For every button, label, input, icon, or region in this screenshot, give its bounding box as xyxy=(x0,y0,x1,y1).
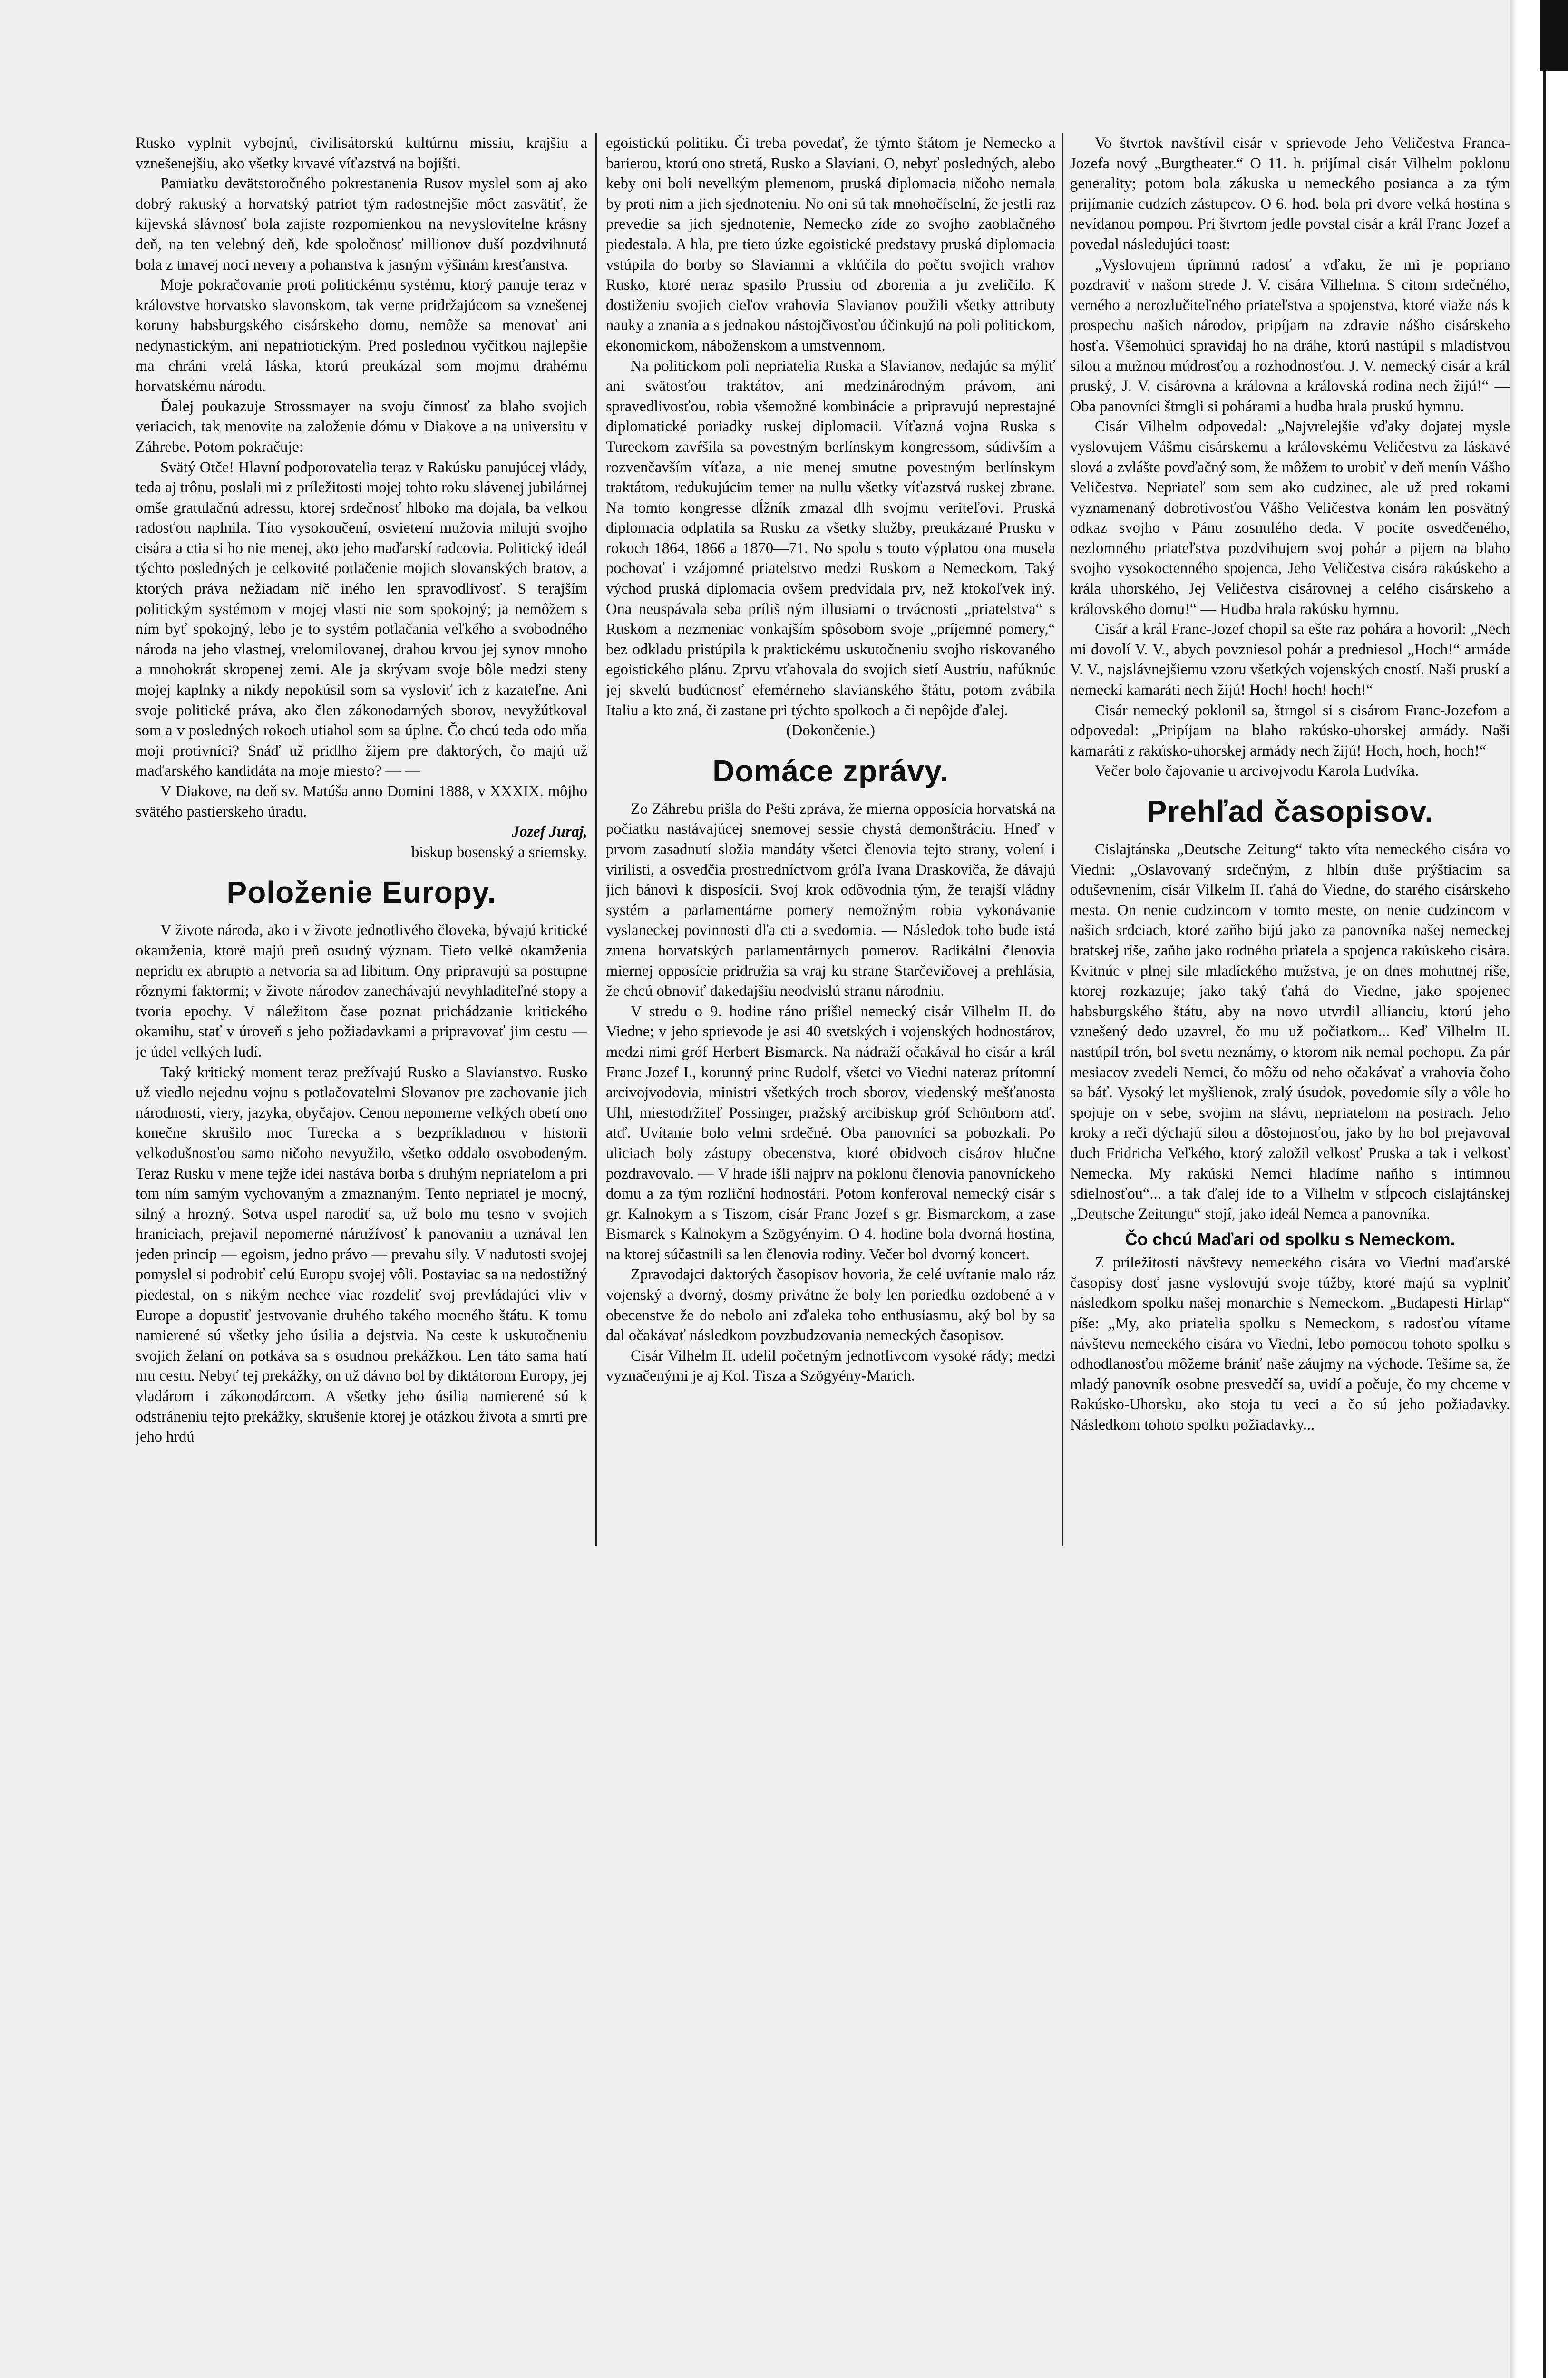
heading-polozenie-europy: Položenie Europy. xyxy=(226,875,497,910)
paragraph: Z príležitosti návštevy nemeckého cisára vo Viedni maďarské časopisy dosť jasne vyslovujú svoje túžby, ktoré majú sa vyplniť následkom spolku našej monarchie s Nemeckom. „Budapesti Hirlap“ píše: „My, ako priatelia spolku s Nemeckom, s radosťou vítame návštevu nemeckého cisára vo Viedni, lebo pomocou tohoto spolku s odhodlanosťou môžeme brániť naše záujmy na východe. Tešíme sa, že mladý panovník osobne presvedčí sa, uvidí a počuje, čo my chceme v Rakúsko-Uhorsku, ako stoja tu veci a čo sú jeho požiadavky. Následkom tohoto spolku požiadavky... xyxy=(1070,1254,1510,1434)
paragraph: Taký kritický moment teraz prežívajú Rusko a Slavianstvo. Rusko už viedlo nejednu vojnu s potlačovatelmi Slovanov pre zachovanie jich národnosti, viery, jazyka, obyčajov. Cenou nepomerne velkých obetí ono konečne skrušilo moc Turecka a s bezpríkladnou v historii velkodušnosťou samo ničoho nevyužilo, všetko oddalo osvobodeným. Teraz Rusku v mene tejže idei nastáva borba s druhým nepriatelom a pri tom ním samým vychovaným a zmaznaným. Tento nepriatel je mocný, silný a hrozný. Sotva uspel narodiť sa, už bolo mu tesno v svojich hraniciach, prejavil nepomerné náružívosť k panovaniu a uznával len jeden princip — egoism, jedno právo — prevahu sily. V nadutosti svojej pomyslel si podrobiť celú Europu svojej vôli. Postaviac sa na nedostižný piedestal, on s nikým nechce viac rozdeliť svoj prevládajúci vliv v Europe a dopustiť jestvovanie druhého takého mocného štátu. K tomu namierené sú všetky jeho úsilia a dejstvia. Na ceste k uskutočneniu svojich želaní on potkáva sa s osudnou prekážkou. Len táto sama hatí mu cestu. Nebyť tej prekážky, on už dávno bol by diktátorom Europy, jej vladárom i zákonodárcom. A všetky jeho úsilia namierené sú k odstráneniu tejto prekážky, skrušenie ktorej je otázkou života a smrti pre jeho hrdú xyxy=(136,1063,587,1446)
heading-prehlad-casopisov: Prehľad časopisov. xyxy=(1146,794,1434,828)
signature-title: biskup bosenský a sriemsky. xyxy=(411,843,587,861)
paragraph: egoistickú politiku. Či treba povedať, že týmto štátom je Nemecko a barierou, ktorú ono stretá, Rusko a Slaviani. O, nebyť posledných, alebo keby oni boli nevelkým plemenom, pruská diplomacia ničoho nemala by proti nim a jich sjednoteniu. No oni sú tak mnohočíselní, že jestli raz prevedie sa jich sjednotenie, Nemecko zíde zo svojho zaoblačného piedestala. A hla, pre tieto úzke egoistické predstavy pruská diplomacia vstúpila do borby so Slavianmi a vklúčila do počtu svojich vrahov Rusko, ktoré neraz spasilo Prussiu od zborenia a ju zveličilo. K dostiženiu svojich cieľov vrahovia Slavianov použili všetky attributy nauky a znania a s jednakou nástojčivosťou účinkujú na poli politickom, ekonomickom, náboženskom a umstvennom. xyxy=(606,135,1055,354)
heading-domace-zpravy: Domáce zprávy. xyxy=(712,753,949,788)
column-right xyxy=(1070,133,1510,2378)
paragraph: Na politickom poli nepriatelia Ruska a Slavianov, nedajúc sa mýliť ani svätosťou traktátov, ani medzinárodným právom, ani spravedlivosťou, robia všemožné kombinácie a pripravujú neprestajné diplomatické poriadky ruskej diplomacii. Víťazná vojna Ruska s Tureckom zavŕšila sa povestným berlínskym kongressom, súdivším a rozvenčavším víťaza, a nie menej smutne povestným berlínskym traktátom, redukujúcim temer na nullu všetky víťazstvá ruskej zbrane. Na tomto kongresse dĺžník zmazal dlh svojmu veriteľovi. Pruská diplomacia odplatila sa Rusku za všetky služby, preukázané Prusku v rokoch 1864, 1866 a 1870—71. No spolu s touto výplatou ona musela pochovať i vzájomné priatelstvo medzi Ruskom a Nemeckom. Taký východ pruská diplomacia ovšem predvídala prv, než ktokoľvek iný. Ona neuspávala seba príliš ným illusiami o trvácnosti „priatelstva“ s Ruskom a nezmeniac vonkajším spôsobom svoje „príjemné pomery,“ bez odkladu pristúpila k praktickému uskutočneniu svojho riskovaného egoistického plánu. Zprvu vťahovala do svojich sietí Austriu, nafúknúc jej skvelú budúcnosť efemérneho slavianského štátu, potom zvábila Italiu a kto zná, či zastane pri týchto spolkoch a či nepôjde ďalej. xyxy=(606,357,1055,719)
paragraph: V Diakove, na deň sv. Matúša anno Domini 1888, v XXXIX. môjho svätého pastierskeho úradu. xyxy=(136,783,587,820)
page-edge-shadow xyxy=(1510,0,1568,2378)
paragraph: V stredu o 9. hodine ráno prišiel nemecký cisár Vilhelm II. do Viedne; v jeho sprievode je asi 40 svetských i vojenských hodnostárov, medzi nimi gróf Herbert Bismarck. Na nádraží očakával ho cisár a král Franc Jozef I., korunný princ Rudolf, všetci vo Viedni nateraz prítomní arcivojvodovia, ministri všetkých troch sborov, viedenský mešťanosta Uhl, miestodržiteľ Possinger, pražský arcibiskup gróf Schönborn atď. atď. Uvítanie bolo velmi srdečné. Oba panovníci sa pobozkali. Po uliciach boly zástupy obecenstva, ktoré obidvoch cisárov hlučne pozdravovalo. — V hrade išli najprv na poklonu členovia panovníckeho domu a za tým rozliční hodnostári. Potom konferoval nemecký cisár s gr. Kalnokym a s Tiszom, cisár Franc Jozef s gr. Bismarckom, a zase Bismarck s Kalnokym a Szögyényim. O 4. hodine bola dvorná hostina, na ktorej súčastnili sa len členovia rodiny. Večer bol dvorný koncert. xyxy=(606,1003,1055,1263)
paragraph: Zo Záhrebu prišla do Pešti zpráva, že mierna opposícia horvatská na počiatku nastávajúcej snemovej sessie chystá demonštráciu. Hneď v prvom zasadnutí složia mandáty všetci členovia tejto strany, volení i virilisti, a osvedčia prostredníctvom gróľa Ivana Draskoviča, že dávajú jich bánovi k disposícii. Svoj krok odôvodnia tým, že terajší vládny systém a parlamentárne pomery nemožným robia vykonávanie vyslaneckej povinnosti dľa cti a svedomia. — Následok toho bude istá zmena horvatských parlamentárnych pomerov. Radikálni členovia miernej opposície pridružia sa vraj ku strane Starčevičovej a prehlásia, že chcú obnoviť dakedajšiu neodvislú stranu národniu. xyxy=(606,800,1055,1000)
paragraph: Vo štvrtok navštívil cisár v sprievode Jeho Veličestva Franca-Jozefa nový „Burgtheater.“ O 11. h. prijímal cisár Vilhelm poklonu generality; potom bola zákuska u nemeckého posianca a za tým prijímanie cudzích zástupcov. O 6. hod. bola pri dvore velká hostina s nevídanou pompou. Pri štvrtom jedle povstal cisár a král Franc Jozef a povedal následujúci toast: xyxy=(1070,135,1510,253)
paragraph: Zpravodajci daktorých časopisov hovoria, že celé uvítanie malo ráz vojenský a dvorný, dosmy privátne že boly len poriedku ozdobené a v obecenstve že do nebolo ani zďaleka toho enthusiasmu, aký bol by sa dal očakávať následkom povzbudzovania nemeckých časopisov. xyxy=(606,1266,1055,1345)
paragraph: Svätý Otče! Hlavní podporovatelia teraz v Rakúsku panujúcej vlády, teda aj trônu, poslali mi z príležitosti mojej tohto roku slávenej jubilárnej omše gratulačnú adressu, ktorej srdečnosť hlboko ma dojala, ba velkou radosťou naplnila. Títo vysokoučení, osvietení mužovia milujú svojho cisára a ctia si ho nie menej, ako jeho maďarskí radcovia. Politický ideál týchto posledných je celkovité potlačenie mojich slovanských bratov, a ktorých práva nežiadam nič iného len spravodlivosť. S terajším politickým systémom v mojej vlasti nie som spokojný; ja nemôžem s ním byť spokojný, lebo je to systém potlačania veľkého a svobodného národa na jeho vlastnej, vrelomilovanej, drahou krvou jej synov mnoho a mnohokrát skropenej zemi. Ale ja skrývam svoje bôle medzi steny mojej kaplnky a nikdy nepokúsil som sa vysloviť ich z kazateľne. Ani svoje politické práva, ako člen zákonodarných sborov, nevyžútkoval som a v posledných rokoch utiahol som sa úplne. Čo chcú teda odo mňa moji protivníci? Snáď už pridlho žijem pre daktorých, čo majú už maďarského kandidáta na moje miesto? — — xyxy=(136,458,587,780)
paragraph: Cisár a král Franc-Jozef chopil sa ešte raz pohára a hovoril: „Nech mi dovolí V. V., abych povzniesol pohár a predniesol „Hoch!“ armáde V. V., najslávnejšiemu vzoru všetkých vojenských cností. Naši pruskí a nemeckí kamaráti nech žijú! Hoch! hoch! hoch!“ xyxy=(1070,621,1510,699)
column-left xyxy=(136,133,587,2378)
paragraph: Moje pokračovanie proti politickému systému, ktorý panuje teraz v královstve horvatsko slavonskom, tak verne pridržajúcom sa vznešenej koruny habsburgského cisárskeho domu, nemôže sa menovať ani nedynastickým, ani nepatriotickým. Pred poslednou vyčitkou najlepšie ma chráni vrelá láska, ktorú preukázal som mojmu drahému horvatskému národu. xyxy=(136,276,587,395)
paragraph: Cisár Vilhelm odpovedal: „Najvrelejšie vďaky dojatej mysle vyslovujem Vášmu cisárskemu a královskému Veličestvu za láskavé slová a zvlášte povďačný som, že môžem to urobiť v deň menín Vášho Veličestva. Nepriateľ som sem ako cudzinec, ale už pred rokami vyznamenaný dobrotivosťou Vášho Veličestva konám len posvätný odkaz svojho v Pánu zosnulého deda. V pocite osvedčeného, nezlomného priateľstva pozdvihujem svoj pohár a pijem na blaho svojho vysokoctenného spojenca, Jeho Veličestva cisára rakúskeho a krála uhorského, Jej Veličestva cisárovnej a celého cisárskeho a královského domu!“ — Hudba hrala rakúsku hymnu. xyxy=(1070,418,1510,618)
paragraph: Ďalej poukazuje Strossmayer na svoju činnosť za blaho svojich veriacich, tak menovite na založenie dómu v Diakove a na universitu v Záhrebe. Potom pokračuje: xyxy=(136,398,587,456)
paragraph: Večer bolo čajovanie u arcivojvodu Karola Ludvíka. xyxy=(1095,762,1419,780)
scan-border-black xyxy=(1540,0,1568,71)
paragraph: Cisár nemecký poklonil sa, štrngol si s cisárom Franc-Jozefom a odpovedal: „Pripíjam na blaho rakúsko-uhorskej armády. Naši kamaráti z rakúsko-uhorskej armády nech žijú! Hoch, hoch, hoch!“ xyxy=(1070,702,1510,760)
paragraph: Cislajtánska „Deutsche Zeitung“ takto víta nemeckého cisára vo Viedni: „Oslavovaný srdečným, z hlbín duše prýštiacim sa oduševnením, cisár Vilkelm II. ťahá do Viedne, do starého cisárskeho mesta. On nenie cudzincom v tomto meste, on nenie cudzincom v našich srdciach, ktoré zaňho bijú jako za panovníka našej nemeckej bratskej ríše, zaňho jako rodného priatela a spojenca rakúskeho cisára. Kvitnúc v plnej sile mladíckého mužstva, je on dnes mohutnej ríše, ktorej rozkazuje; jako taký ťahá do Viedne, jako spojenec habsburgského štátu, aby na novo utvrdil allianciu, ktorú jeho vznešený dedo uzavrel, čo mu už počiatkom... Keď Vilhelm II. nastúpil trón, bol svetu neznámy, o ktorom nik nemal pochopu. Za pár mesiacov zvedeli Nemci, čo môžu od neho očakávať a vrahovia čoho sa báť. Vysoký let myšlienok, zralý úsudok, povedomie síly a vôle ho spojuje on v sebe, svojim na slávu, nepriatelom na postrach. Jeho kroky a reči dýchajú silou a dôstojnosťou, jako by ho bol prejavoval duch Fridricha Veľkého, ktorý založil velkosť Pruska a tak i velkosť Nemecka. My rakúski Nemci hladíme naňho s intimnou sdielnosťou“... a tak ďalej ide to a Vilhelm v stĺpcoch cislajtánskej „Deutsche Zeitungu“ stojí, jako ideál Nemca a panovníka. xyxy=(1070,841,1510,1223)
signature-name: Jozef Juraj, xyxy=(512,823,587,841)
scan-border-line xyxy=(1543,71,1546,2378)
column-rule-left xyxy=(595,133,597,1546)
column-middle xyxy=(606,133,1055,2378)
continuation-note: (Dokončenie.) xyxy=(786,722,875,740)
column-rule-right xyxy=(1062,133,1063,1546)
paragraph: „Vyslovujem úprimnú radosť a vďaku, že mi je popriano pozdraviť v našom strede J. V. cisára Vilhelma. S citom srdečného, verného a nerozlučiteľného priateľstva a spojenstva, ktoré viaže nás k prospechu našich národov, pripíjam na zdravie nášho cisárskeho hosťa. Všemohúci spravidaj ho na dráhe, ktorú nastúpil s mladistvou silou a mužnou múdrosťou a rozhodnosťou. J. V. nemecký cisár a král pruský, J. V. cisárovna a královna a královská rodina nech žijú!“ — Oba panovníci štrngli si pohárami a hudba hrala pruskú hymnu. xyxy=(1070,256,1510,415)
paragraph: Rusko vyplnit vybojnú, civilisátorskú kultúrnu missiu, krajšiu a vznešenejšiu, ako všetky krvavé víťazstvá na bojišti. xyxy=(136,135,587,172)
paragraph: Pamiatku devätstoročného pokrestanenia Rusov myslel som aj ako dobrý rakuský a horvatský patriot tým radostnejšie môct zasvätiť, že kijevská slávnosť bola zajiste rozpomienkou na nevyslovitelne krásny deň, na ten velebný deň, kde spoločnosť millionov duší pozdvihnutá bola z tmavej noci nevery a pohanstva k jasným výšinám kresťanstva. xyxy=(136,175,587,273)
paragraph: V živote národa, ako i v živote jednotlivého človeka, bývajú kritické okamženia, ktoré majú preň osudný význam. Tieto velké okamženia nepridu ex abrupto a netvoria sa ad libitum. Ony pripravujú sa postupne rôznymi faktormi; v živote národov zanechávajú nevyhladiteľné stopy a tvoria epochy. V náležitom čase poznat prichádzanie kritického okamihu, stať v úroveň s jeho požiadavkami a pripravovať jim cestu — je údel velkých ludí. xyxy=(136,922,587,1061)
paragraph: Cisár Vilhelm II. udelil početným jednotlivcom vysoké rády; medzi vyznačenými je aj Kol. Tisza a Szögyény-Marich. xyxy=(606,1347,1055,1385)
heading-co-chcu-madari: Čo chcú Maďari od spolku s Nemeckom. xyxy=(1125,1229,1455,1249)
